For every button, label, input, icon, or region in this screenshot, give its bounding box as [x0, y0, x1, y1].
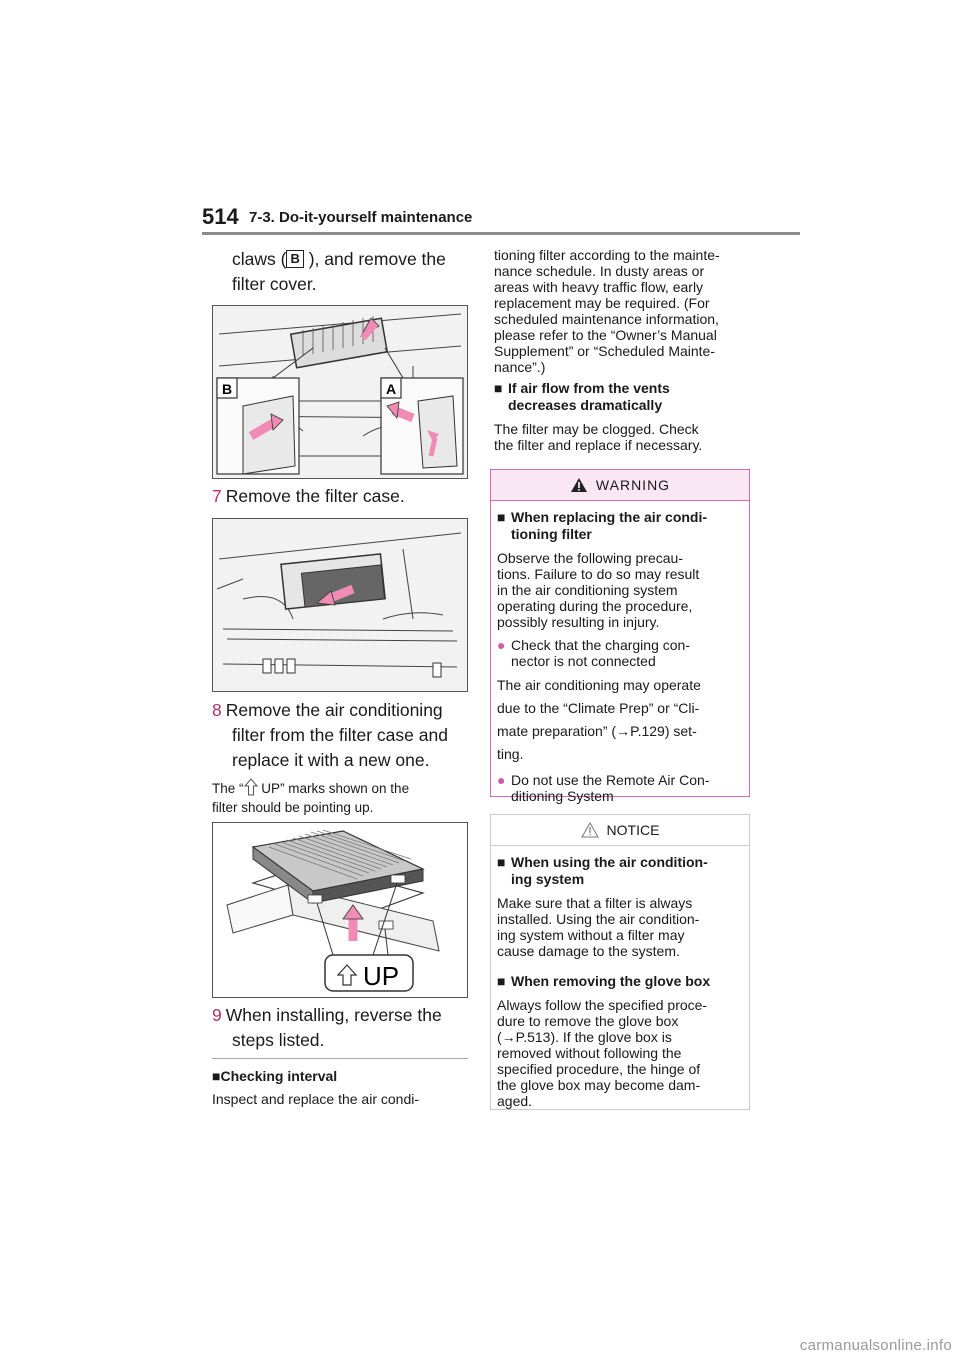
step9-number: 9 — [212, 1005, 222, 1025]
airflow-section: ■ If air flow from the vents decreases dramatically The filter may be clogged. Check the filter and replace if necessary. — [494, 380, 703, 453]
figure-filter-cover — [212, 305, 468, 479]
warning-box: WARNING ■ When replacing the air condi- tioning filter Observe the following precau- tions. Failure to do so may result in the air conditioning system operating during the procedure, possibly resulting in injury. ● Check that the charging con- nector is not connected The air conditioning may operate due to the “Climate Prep” or “Cli- mate preparation” (→P.129) set- ting. ● Do not use the Remote Air Con- ditioning System — [490, 469, 750, 797]
watermark: carmanualsonline.info — [799, 1337, 952, 1354]
step9: 9 When installing, reverse the steps listed. — [212, 1005, 442, 1050]
page-number: 514 — [202, 204, 239, 229]
reference-arrow: → — [501, 1029, 516, 1045]
round-bullet: ● — [497, 637, 506, 653]
separator-line — [212, 1058, 468, 1059]
reference-arrow: → — [616, 723, 631, 739]
warning-triangle-icon — [570, 473, 588, 503]
up-mark-label: UP — [362, 961, 400, 991]
step8: 8 Remove the air conditioning filter from the filter case and replace it with a new one. — [212, 700, 448, 770]
warning-header: WARNING — [491, 470, 749, 501]
notice-header: NOTICE — [491, 815, 749, 846]
square-bullet: ■ — [497, 973, 506, 989]
up-mark-note: The “ UP” marks shown on the filter should be pointing up. — [212, 778, 472, 816]
step7-text: Remove the filter case. — [225, 486, 405, 506]
notice-box: NOTICE ■ When using the air condition- ing system Make sure that a filter is always installed. Using the air condition- ing system without a filter may cause damage to the system. ■ When removing the glove box Always follow the specified proce- dure to remove the glove box (→P.513). If the glove box is removed without following the specified procedure, the hinge of the glove box may become dam- aged. — [490, 814, 750, 1110]
label-b-inline: B — [286, 250, 303, 268]
checking-interval-cont: tioning filter according to the mainte- nance schedule. In dusty areas or areas with heavy traffic flow, early replacement may be required. (For scheduled maintenance information, please refer to the “Owner’s Manual Supplement” or “Scheduled Mainte- nance”.) — [494, 247, 720, 375]
figure-new-filter — [212, 822, 468, 998]
square-bullet: ■ — [212, 1068, 221, 1084]
inset-label-a: A — [385, 381, 397, 397]
step7 — [212, 484, 472, 509]
round-bullet: ● — [497, 772, 506, 788]
square-bullet: ■ — [497, 854, 506, 870]
square-bullet: ■ — [494, 380, 503, 396]
figure-filter-case — [212, 518, 468, 692]
step6-text: claws ( B ), and remove the filter cover. — [232, 249, 446, 294]
step7-number: 7 — [212, 486, 222, 506]
section-title: 7-3. Do-it-yourself maintenance — [249, 209, 473, 226]
header-rule — [202, 232, 800, 235]
square-bullet: ■ — [497, 509, 506, 525]
notice-triangle-icon — [581, 818, 599, 848]
inset-label-b: B — [221, 381, 233, 397]
checking-interval: ■Checking interval Inspect and replace the air condi- — [212, 1068, 420, 1107]
up-arrow-icon — [244, 778, 258, 800]
step8-number: 8 — [212, 700, 222, 720]
